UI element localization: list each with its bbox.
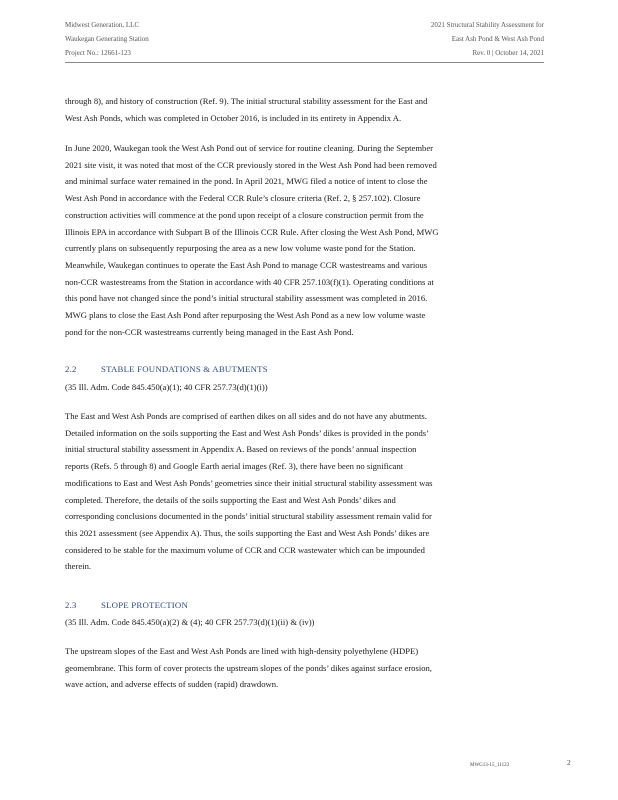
text-line: Meanwhile, Waukegan continues to operate the East Ash Pond to manage CCR wastestreams and various [65,259,428,270]
text-line: completed. Therefore, the details of the soils supporting the East and West Ash Ponds’ dikes and [65,494,396,505]
text-line: wave action, and adverse effects of sudden (rapid) drawdown. [65,679,279,690]
document-code: MWG13-15_11123 [470,763,510,768]
text-line: The East and West Ash Ponds are comprised of earthen dikes on all sides and do not have any abutments. [65,411,427,421]
section-reference: (35 Ill. Adm. Code 845.450(a)(2) & (4); 40 CFR 257.73(d)(1)(ii) & (iv)) [65,617,315,627]
text-line: currently plans on subsequently repurposing the area as a new low volume waste pond for the Station. [65,243,416,254]
revision-date: Rev. 0 | October 14, 2021 [472,49,544,57]
report-title: 2021 Structural Stability Assessment for [430,21,544,29]
text-line: corresponding conclusions documented in the ponds’ initial structural stability assessment remain valid for [65,511,432,522]
section-title: STABLE FOUNDATIONS & ABUTMENTS [101,364,268,374]
text-line: West Ash Pond in accordance with the Federal CCR Rule’s closure criteria (Ref. 2, § 257.102). Closure [65,193,421,204]
paragraph-intro [65,93,543,126]
text-line: therein. [65,561,92,572]
section-number: 2.3 [65,600,77,610]
paragraph-west-ash-pond [65,140,543,340]
section-heading-2-3 [65,600,188,610]
text-line: this 2021 assessment (see Appendix A). Thus, the soils supporting the East and West Ash Ponds’ dikes are [65,527,430,538]
project-number: Project No.: 12661-123 [65,49,131,57]
text-line: this pond have not changed since the pond’s initial structural stability assessment was completed in 2016. [65,293,428,304]
station-name: Waukegan Generating Station [65,35,149,43]
text-line: In June 2020, Waukegan took the West Ash Pond out of service for routine cleaning. During the September [65,143,433,153]
text-line: West Ash Ponds, which was completed in October 2016, is included in its entirety in Appendix A. [65,112,402,123]
paragraph-slope-protection [65,643,543,693]
text-line: modifications to East and West Ash Ponds’ geometries since their initial structural stability assessment was [65,477,433,488]
header-left [65,22,149,64]
text-line: initial structural stability assessment in Appendix A. Based on reviews of the ponds’ annual inspection [65,444,417,455]
text-line: geomembrane. This form of cover protects the upstream slopes of the ponds’ dikes against surface erosion, [65,662,432,673]
section-reference: (35 Ill. Adm. Code 845.450(a)(1); 40 CFR 257.73(d)(1)(i)) [65,382,268,392]
text-line: through 8), and history of construction (Ref. 9). The initial structural stability assessment for the East and [65,96,428,106]
text-line: 2021 site visit, it was noted that most of the CCR previously stored in the West Ash Pond had been removed [65,159,437,170]
section-title: SLOPE PROTECTION [101,600,189,610]
text-line: non-CCR wastestreams from the Station in accordance with 40 CFR 257.103(f)(1). Operating conditions at [65,276,434,287]
text-line: reports (Refs. 5 through 8) and Google Earth aerial images (Ref. 3), there have been no significant [65,461,404,472]
report-subject: East Ash Pond & West Ash Pond [451,35,544,43]
text-line: pond for the non-CCR wastestreams currently being managed in the East Ash Pond. [65,326,354,337]
text-line: Detailed information on the soils supporting the East and West Ash Ponds’ dikes is provided in the ponds’ [65,427,429,438]
text-line: and minimal surface water remained in the pond. In April 2021, MWG filed a notice of intent to close the [65,176,428,187]
section-number: 2.2 [65,364,77,374]
company-name: Midwest Generation, LLC [65,21,140,29]
text-line: considered to be stable for the maximum volume of CCR and CCR wastewater which can be impounded [65,544,425,555]
text-line: The upstream slopes of the East and West Ash Ponds are lined with high-density polyethylene (HDPE) [65,646,419,656]
section-heading-2-2 [65,364,268,374]
header-right [431,22,544,64]
page-number: 2 [567,758,571,767]
header-divider [65,62,544,63]
text-line: MWG plans to close the East Ash Pond after repurposing the West Ash Pond as a new low volume waste [65,310,426,321]
paragraph-stable-foundations [65,408,543,575]
text-line: construction activities will commence at the pond upon receipt of a closure construction permit from the [65,209,424,220]
text-line: Illinois EPA in accordance with Subpart B of the Illinois CCR Rule. After closing the West Ash Pond, MWG [65,226,439,237]
